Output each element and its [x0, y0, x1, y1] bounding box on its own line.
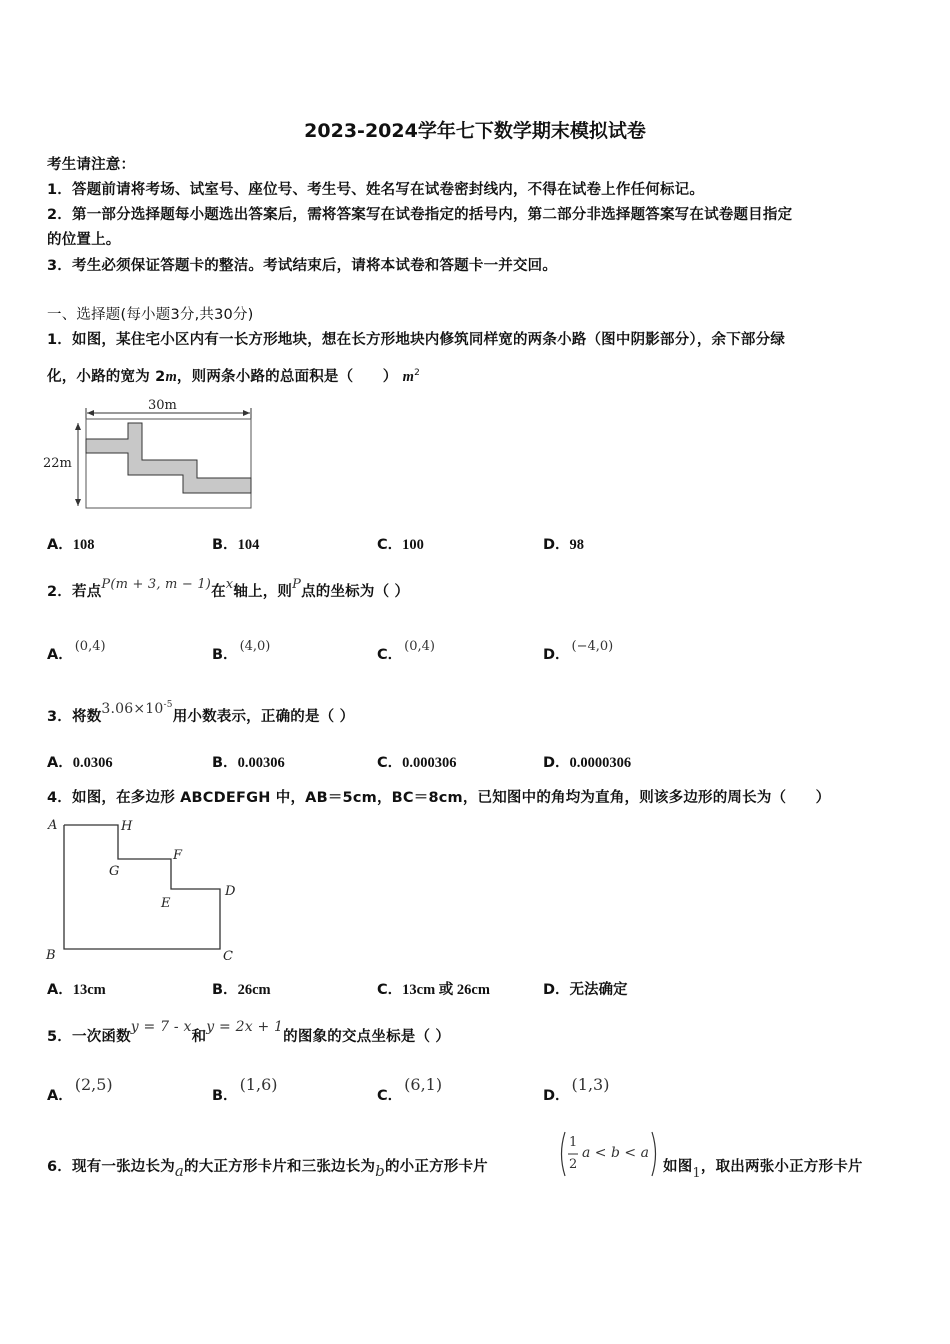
q6-frac-den: 2 — [569, 1157, 578, 1172]
q1-height-arrow-top — [75, 423, 81, 430]
q5-option-a-letter: A． — [47, 1088, 73, 1104]
q5-option-a[interactable] — [47, 1075, 113, 1105]
q4-option-a-value: 13cm — [72, 982, 106, 998]
q5-option-c[interactable] — [377, 1075, 443, 1105]
q3-option-a-value: 0.0306 — [72, 755, 113, 771]
q3-option-d[interactable] — [543, 751, 631, 772]
q1-option-a-letter: A． — [47, 537, 73, 553]
q5-option-c-letter: C． — [377, 1088, 403, 1104]
q2-option-c-value: (0,4) — [404, 639, 435, 654]
q4-label-b: B — [46, 948, 56, 963]
q2-option-c[interactable] — [377, 639, 435, 664]
section-heading: 一、选择题(每小题3分,共30分) — [47, 307, 254, 323]
q5-part2: 和 — [191, 1029, 207, 1045]
q6-left-paren — [562, 1132, 566, 1176]
q2-part4: 点的坐标为（ ） — [301, 584, 410, 600]
q1-area-unit-sup: 2 — [414, 368, 421, 379]
q4-label-g: G — [109, 864, 120, 879]
q6-part1: 6．现有一张边长为 — [47, 1159, 175, 1175]
q1-figure — [40, 393, 260, 518]
q3-option-d-value: 0.0000306 — [569, 755, 632, 771]
q6-frac-num: 1 — [569, 1135, 578, 1150]
q3-option-c[interactable] — [377, 751, 457, 772]
q6-figure-number: 1 — [692, 1166, 701, 1181]
q2-part2: 在 — [211, 584, 226, 600]
q2-stem — [47, 577, 410, 601]
q4-option-b-value: 26cm — [237, 982, 271, 998]
q2-axis-var: x — [225, 577, 234, 592]
q3-part1: 3．将数 — [47, 709, 102, 725]
q1-width-unit: m — [165, 369, 177, 385]
q1-width-arrow-right — [243, 410, 250, 416]
q5-option-c-value: (6,1) — [404, 1075, 443, 1094]
notice-item-2-cont: 的位置上。 — [47, 232, 121, 248]
q2-option-d-value: (−4,0) — [571, 639, 614, 654]
q2-option-b[interactable] — [212, 639, 271, 664]
q5-function-1: y = 7 - x — [130, 1019, 192, 1035]
q3-option-b[interactable] — [212, 751, 285, 772]
q1-option-a-value: 108 — [72, 537, 95, 553]
q4-polygon — [64, 825, 220, 949]
q1-option-a[interactable] — [47, 533, 94, 554]
q1-option-c-value: 100 — [402, 537, 424, 553]
q1-option-d[interactable] — [543, 533, 584, 554]
q1-area-unit: m — [402, 369, 415, 385]
q3-exponent: -5 — [163, 700, 173, 711]
q1-option-b[interactable] — [212, 533, 259, 554]
q2-option-a[interactable] — [47, 639, 106, 664]
q1-width-label: 30m — [148, 398, 177, 413]
q1-option-c-letter: C． — [377, 537, 403, 553]
q6-stem-end — [663, 1155, 863, 1181]
q5-option-d-letter: D． — [543, 1088, 570, 1104]
q1-line1: 1．如图，某住宅小区内有一长方形地块，想在长方形地块内修筑同样宽的两条小路（图中阴影部分），余下部分绿 — [47, 332, 786, 348]
q2-option-c-letter: C． — [377, 647, 403, 663]
q5-option-a-value: (2,5) — [74, 1075, 113, 1094]
q5-part3: 的图象的交点坐标是（ ） — [283, 1029, 451, 1045]
q4-option-c-letter: C． — [377, 982, 403, 998]
q5-option-b-letter: B． — [212, 1088, 238, 1104]
q4-option-c[interactable] — [377, 978, 490, 999]
q1-height-arrow-bottom — [75, 499, 81, 506]
q4-option-a-letter: A． — [47, 982, 73, 998]
q3-part2: 用小数表示，正确的是（ ） — [172, 709, 355, 725]
q4-label-d: D — [225, 884, 236, 899]
q3-option-c-letter: C． — [377, 755, 403, 771]
q4-option-a[interactable] — [47, 978, 106, 999]
q6-part4: 如图 — [663, 1159, 693, 1175]
q4-label-e: E — [161, 896, 171, 911]
q4-label-c: C — [223, 949, 233, 964]
q1-option-b-letter: B． — [212, 537, 238, 553]
q6-inequality — [557, 1130, 660, 1178]
q4-option-b[interactable] — [212, 978, 271, 999]
q1-option-d-letter: D． — [543, 537, 570, 553]
q6-part3: 的小正方形卡片 — [384, 1159, 488, 1175]
q2-option-a-value: (0,4) — [74, 639, 106, 654]
q6-right-paren — [652, 1132, 656, 1176]
q1-line2-c: ，则两条小路的总面积是（ ） — [176, 369, 398, 385]
q4-option-d[interactable] — [543, 978, 628, 999]
q3-option-d-letter: D． — [543, 755, 570, 771]
q2-option-b-letter: B． — [212, 647, 238, 663]
q4-label-a: A — [48, 818, 58, 833]
notice-item-1: 1．答题前请将考场、试室号、座位号、考生号、姓名写在试卷密封线内，不得在试卷上作任何标记。 — [47, 182, 705, 198]
q4-option-d-value: 无法确定 — [569, 982, 628, 998]
notice-heading: 考生请注意： — [47, 157, 136, 173]
q1-line2 — [47, 365, 420, 386]
q5-option-d[interactable] — [543, 1075, 610, 1105]
q1-option-d-value: 98 — [569, 537, 585, 553]
q4-option-c-value: 13cm 或 26cm — [402, 982, 490, 998]
q1-width-arrow-left — [87, 410, 94, 416]
q4-figure — [40, 812, 250, 967]
q5-option-b[interactable] — [212, 1075, 278, 1105]
q3-option-a[interactable] — [47, 751, 113, 772]
q4-label-f: F — [173, 848, 183, 863]
q4-stem: 4．如图，在多边形 ABCDEFGH 中，AB＝5cm，BC＝8cm，已知图中的角均为直角，则该多边形的周长为（ ） — [47, 790, 831, 806]
page-title: 2023-2024学年七下数学期末模拟试卷 — [304, 120, 646, 142]
q5-function-2: y = 2x + 1 — [206, 1019, 284, 1035]
q1-option-b-value: 104 — [237, 537, 260, 553]
q2-part3: 轴上，则 — [233, 584, 293, 600]
q2-option-d[interactable] — [543, 639, 614, 664]
q6-part5: ，取出两张小正方形卡片 — [700, 1159, 863, 1175]
q2-point-formula: P(m + 3, m − 1) — [101, 577, 212, 592]
q6-part2: 的大正方形卡片和三张边长为 — [184, 1159, 376, 1175]
q2-option-d-letter: D． — [543, 647, 570, 663]
q2-part1: 2．若点 — [47, 584, 102, 600]
q5-option-b-value: (1,6) — [239, 1075, 278, 1094]
q1-height-label: 22m — [43, 456, 72, 471]
q5-stem — [47, 1019, 451, 1046]
q2-option-b-value: (4,0) — [239, 639, 271, 654]
q1-line2-a: 化，小路的宽为 2 — [47, 369, 166, 385]
q6-inequality-text: a < b < a — [582, 1145, 649, 1161]
notice-item-3: 3．考生必须保证答题卡的整洁。考试结束后，请将本试卷和答题卡一并交回。 — [47, 258, 558, 274]
q3-option-b-value: 0.00306 — [237, 755, 285, 771]
q2-p-var: P — [292, 577, 302, 592]
q3-number: 3.06×10 — [101, 701, 164, 717]
q3-option-a-letter: A． — [47, 755, 73, 771]
q3-stem — [47, 700, 355, 726]
q3-option-b-letter: B． — [212, 755, 238, 771]
q5-part1: 5．一次函数 — [47, 1029, 131, 1045]
q3-option-c-value: 0.000306 — [402, 755, 457, 771]
q1-option-c[interactable] — [377, 533, 424, 554]
q6-stem — [47, 1155, 488, 1180]
q4-label-h: H — [121, 819, 133, 834]
q6-var-a: a — [174, 1162, 185, 1180]
q4-option-d-letter: D． — [543, 982, 570, 998]
q2-option-a-letter: A． — [47, 647, 73, 663]
q6-var-b: b — [375, 1162, 385, 1180]
q4-option-b-letter: B． — [212, 982, 238, 998]
q5-option-d-value: (1,3) — [571, 1075, 610, 1094]
notice-item-2: 2．第一部分选择题每小题选出答案后，需将答案写在试卷指定的括号内，第二部分非选择题答案写在试卷题目指定 — [47, 207, 793, 223]
